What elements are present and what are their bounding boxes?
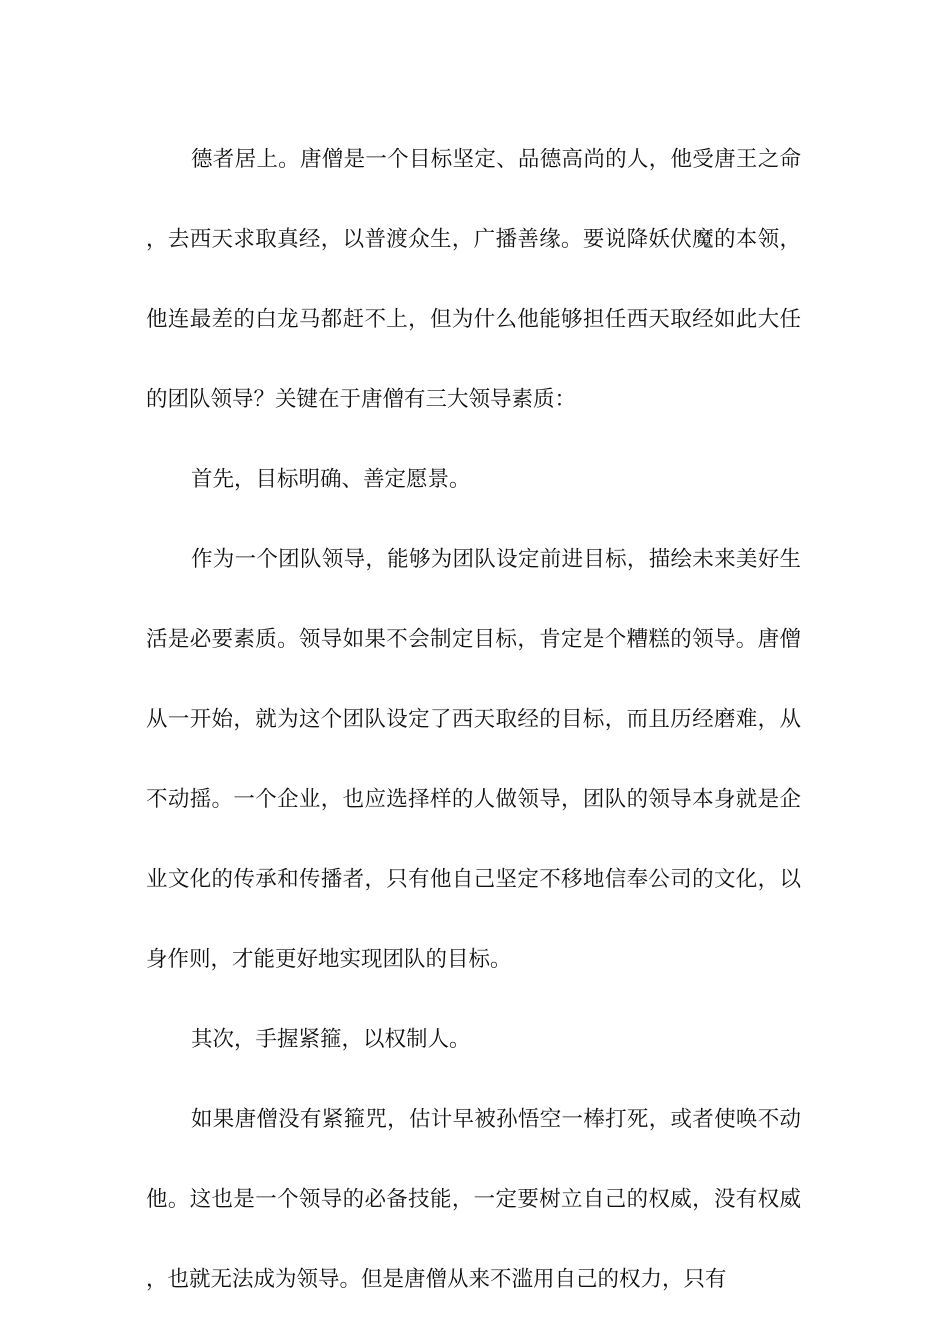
paragraph-intro: 德者居上。唐僧是一个目标坚定、品德高尚的人，他受唐王之命，去西天求取真经，以普渡众生，广播善缘。要说降妖伏魔的本领，他连最差的白龙马都赶不上，但为什么他能够担任西天取经如此大任的团队领导？关键在于唐僧有三大领导素质：	[146, 147, 801, 412]
paragraph-heading-second: 其次，手握紧箍，以权制人。	[191, 1027, 471, 1052]
paragraph-heading-first: 首先，目标明确、善定愿景。	[191, 467, 471, 492]
paragraph-goal: 作为一个团队领导，能够为团队设定前进目标，描绘未来美好生活是必要素质。领导如果不会制定目标，肯定是个糟糕的领导。唐僧从一开始，就为这个团队设定了西天取经的目标，而且历经磨难，从不动摇。一个企业，也应选择样的人做领导，团队的领导本身就是企业文化的传承和传播者，只有他自己坚定不移地信奉公司的文化，以身作则，才能更好地实现团队的目标。	[146, 547, 801, 972]
paragraph-authority: 如果唐僧没有紧箍咒，估计早被孙悟空一棒打死，或者使唤不动他。这也是一个领导的必备技能，一定要树立自己的权威，没有权威，也就无法成为领导。但是唐僧从来不滥用自己的权力，只有	[146, 1107, 801, 1292]
document-body	[146, 128, 801, 1320]
